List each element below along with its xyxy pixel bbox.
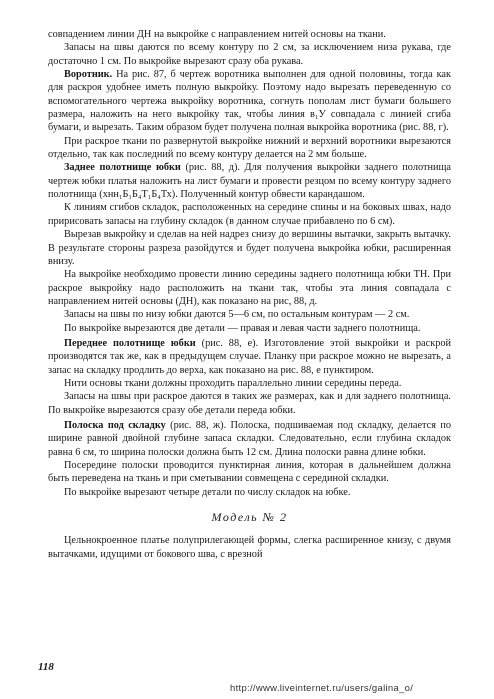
paragraph [48,419,451,459]
paragraph [48,68,451,135]
paragraph: По выкройке вырезают четыре детали по числу складок на юбке. [64,486,351,498]
paragraph: Посередине полоски проводится пунктирная линия, которая в дальнейшем должна быть переведена на ткань и при сметывании совмещена с серединой складки. [48,460,451,485]
paragraph: При раскрое ткани по развернутой выкройке нижний и верхний воротники вырезаются отдельно, так как последний по всему контуру делается на 2 мм больше. [48,135,451,161]
paragraph: совпадением линии ДН на выкройке с направлением нитей основы на ткани. [48,29,386,40]
paragraph [48,337,451,377]
model-heading: Модель № 2 [211,510,288,525]
paragraph-text: (рис. 88, е). Изготовление этой выкройки и раскрой производятся так же, как в предыдущем случае. Планку при раскрое можно не вырезать, а запас на складку продлить до верха, как показано на рис. 88, е пунктиром. [48,337,451,376]
page-body [48,28,451,561]
page-number: 118 [38,661,54,673]
paragraph: Запасы на швы по низу юбки даются 5—6 см, по остальным контурам — 2 см. [64,309,410,321]
paragraph-heading: Воротник. [64,69,113,81]
paragraph-text: (рис. 88, д). Для получения выкройки заднего полотнища чертеж юбки платья наложить на лист бумаги и провести резцом по всему контуру заднего полотнища (хнн₁Б₁Б₄Т₁Б₄Тх). Полученный контур обвести карандашом. [48,162,451,201]
paragraph: По выкройке вырезаются две детали — правая и левая части заднего полотнища. [64,322,421,334]
watermark-url: http://www.liveinternet.ru/users/galina_o/ [230,683,414,694]
paragraph-heading: Полоска под складку [64,419,166,431]
paragraph-text: (рис. 88, ж). Полоска, подшиваемая под складку, делается по ширине равной двойной глубине запаса складки. Следовательно, если глубина складок равна 6 см, то ширина полоски должна быть 12 см. Длина полоски равна длине юбки. [48,419,451,458]
closing-paragraph: Цельнокроенное платье полуприлегающей формы, слегка расширенное книзу, с двумя вытачками, идущими от бокового шва, с врезной [48,535,451,560]
paragraph: На выкройке необходимо провести линию середины заднего полотнища юбки ТН. При раскрое выкройку надо расположить на ткани так, чтобы эта линия совпадала с направлением нитей основы (ДН), как показано на рис, 88, д. [48,269,451,307]
paragraph: Запасы на швы даются по всему контуру по 2 см, за исключением низа рукава, где достаточно 1 см. По выкройке вырезают сразу оба рукава. [48,42,451,67]
paragraph-heading: Переднее полотнище юбки [64,337,196,349]
paragraph: Нити основы ткани должны проходить параллельно линии середины переда. [64,377,402,389]
paragraph-heading: Заднее полотнище юбки [64,162,181,174]
paragraph-text: На рис. 87, б чертеж воротника выполнен для одной половины, тогда как для раскроя удобнее иметь полную выкройку. Поэтому надо вырезать переведенную со вспомогательного чертежа выкройку воротника, согнуть пополам лист бумаги большего размера, наложить на него выкройку так, чтобы линия в₁У совпадала с линией сгиба бумаги, и вырезать. Таким образом будет получена полная выкройка воротника (рис. 88, г). [48,69,451,134]
paragraph: Запасы на швы при раскрое даются в таких же размерах, как и для заднего полотнища. По выкройке вырезаются сразу обе детали переда юбки. [48,391,451,416]
paragraph [48,161,451,201]
paragraph: Вырезав выкройку и сделав на ней надрез снизу до вершины вытачки, закрыть вытачку. В результате стороны разреза разойдутся и будет получена выкройка юбки, расширенная внизу. [48,229,451,267]
paragraph: К линиям сгибов складок, расположенных на середине спины и на боковых швах, надо пририсовать запасы на глубину складок (в данном случае прибавлено по 6 см). [48,202,451,227]
